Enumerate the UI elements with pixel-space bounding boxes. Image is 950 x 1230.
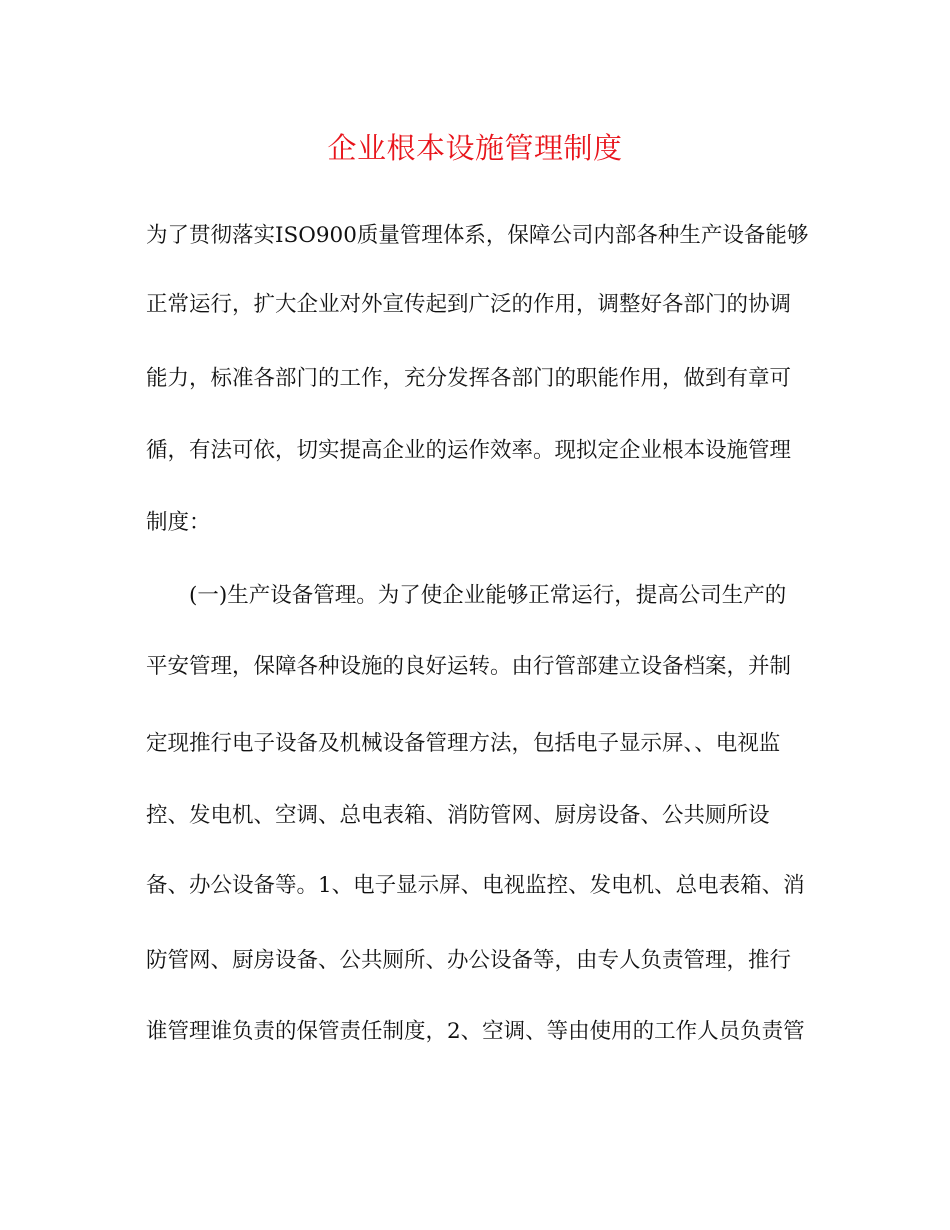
body-line-9: 控、发电机、空调、总电表箱、消防管网、厨房设备、公共厕所设 [146,803,770,828]
body-line-5: 制度： [146,510,211,535]
body-line-7: 平安管理，保障各种设施的良好运转。由行管部建立设备档案，并制 [146,654,792,679]
body-line-1: 为了贯彻落实ISO900质量管理体系，保障公司内部各种生产设备能够 [146,223,809,248]
body-line-2: 正常运行，扩大企业对外宣传起到广泛的作用，调整好各部门的协调 [146,292,792,317]
body-line-8: 定现推行电子设备及机械设备管理方法，包括电子显示屏、、电视监 [146,731,781,756]
body-line-12: 谁管理谁负责的保管责任制度，2、空调、等由使用的工作人员负责管 [146,1019,805,1044]
body-line-4: 循，有法可依，切实提高企业的运作效率。现拟定企业根本设施管理 [146,438,792,463]
body-line-3: 能力，标准各部门的工作，充分发挥各部门的职能作用，做到有章可 [146,366,792,391]
body-line-11: 防管网、厨房设备、公共厕所、办公设备等，由专人负责管理，推行 [146,948,792,973]
body-line-10: 备、办公设备等。1、电子显示屏、电视监控、发电机、总电表箱、消 [146,873,805,898]
body-line-6: (一)生产设备管理。为了使企业能够正常运行，提高公司生产的 [146,583,787,608]
document-title: 企业根本设施管理制度 [327,131,623,165]
